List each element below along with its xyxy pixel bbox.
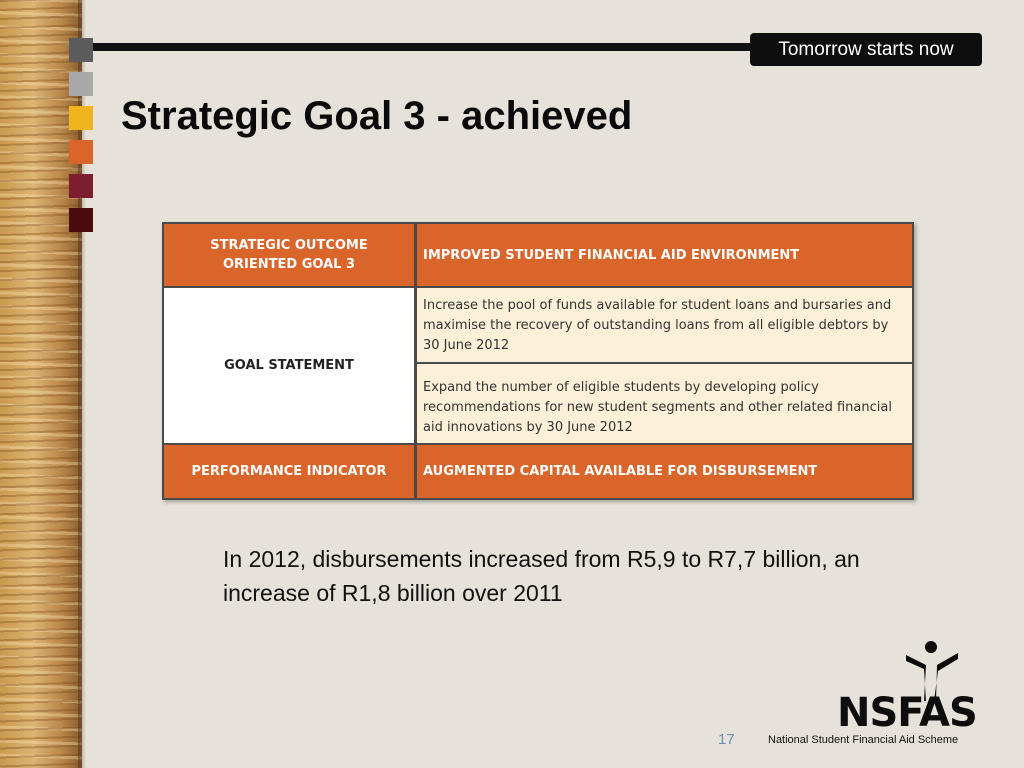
swatch-5 (69, 174, 93, 198)
swatch-1 (69, 38, 93, 62)
page-title: Strategic Goal 3 - achieved (121, 94, 633, 138)
swatch-4 (69, 140, 93, 164)
swatch-3 (69, 106, 93, 130)
nsfas-logo-subtitle: National Student Financial Aid Scheme (768, 734, 959, 746)
goal-statement-1: Increase the pool of funds available for student loans and bursaries and maximise the recovery of outstanding loans from all eligible debtors by 30 June 2012 (417, 288, 912, 362)
swatch-2 (69, 72, 93, 96)
summary-text: In 2012, disbursements increased from R5,9 to R7,7 billion, an increase of R1,8 billion over 2011 (223, 546, 860, 606)
performance-value-cell: AUGMENTED CAPITAL AVAILABLE FOR DISBURSEMENT (417, 445, 912, 498)
swatch-6 (69, 208, 93, 232)
goal-statement-label: GOAL STATEMENT (164, 288, 414, 443)
goal-value-cell: IMPROVED STUDENT FINANCIAL AID ENVIRONMENT (417, 224, 912, 286)
goal-table (162, 222, 914, 500)
nsfas-logo-text: NSFAS (837, 690, 977, 736)
goal-label-cell: STRATEGIC OUTCOME ORIENTED GOAL 3 (164, 224, 414, 286)
header-bar (93, 43, 759, 51)
goal-statement-2: Expand the number of eligible students by developing policy recommendations for new student segments and other related financial aid innovations by 30 June 2012 (417, 364, 912, 443)
page-number: 17 (718, 731, 735, 748)
performance-label-cell: PERFORMANCE INDICATOR (164, 445, 414, 498)
tagline-badge: Tomorrow starts now (750, 33, 982, 66)
